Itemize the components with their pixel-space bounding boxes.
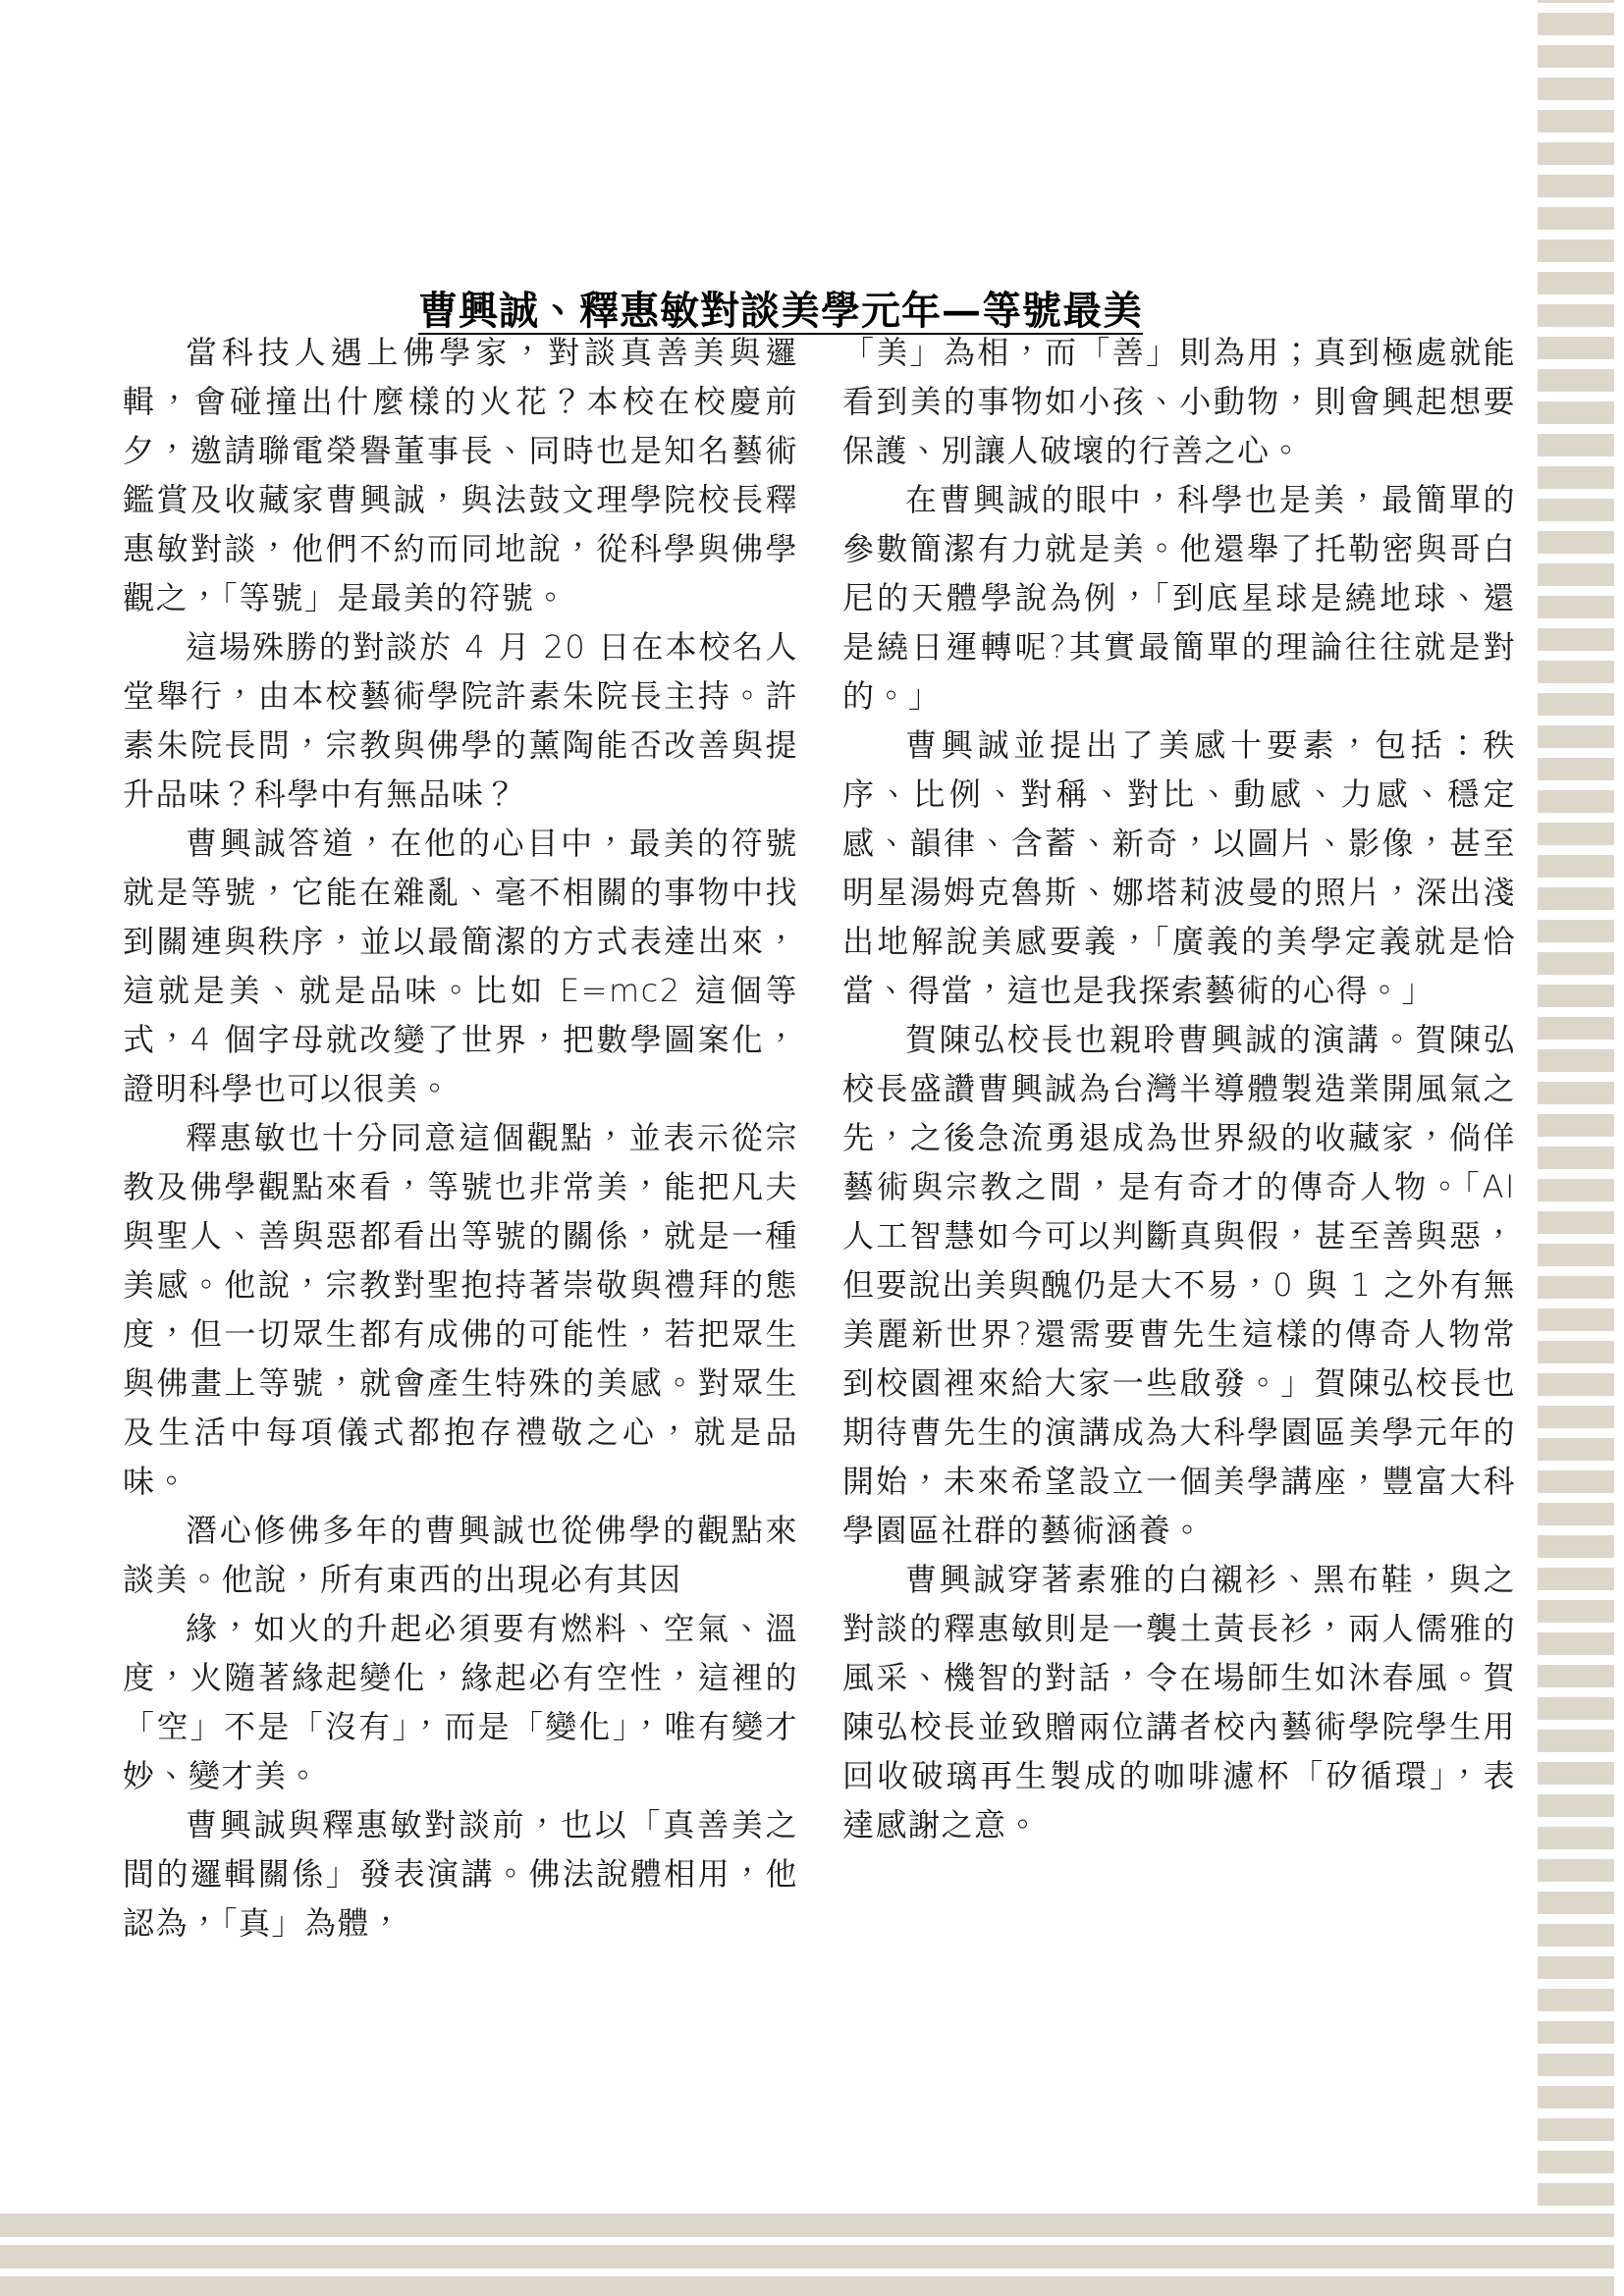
article-left-column [123,328,798,1948]
article-paragraph: 在曹興誠的眼中，科學也是美，最簡單的參數簡潔有力就是美。他還舉了托勒密與哥白尼的天體學說為例，「到底星球是繞地球、還是繞日運轉呢?其實最簡單的理論往往就是對的。」 [842,481,1516,715]
article-paragraph: 曹興誠與釋惠敏對談前，也以「真善美之間的邏輯關係」發表演講。佛法說體相用，他認為，「真」為體， [123,1806,798,1942]
article-paragraph: 曹興誠答道，在他的心目中，最美的符號就是等號，它能在雜亂、毫不相關的事物中找到關連與秩序，並以最簡潔的方式表達出來，這就是美、就是品味。比如 E=mc2 這個等式，4 個字母就改變了世界，把數學圖案化，證明科學也可以很美。 [123,825,798,1107]
article-paragraph: 曹興誠並提出了美感十要素，包括：秩序、比例、對稱、對比、動感、力感、穩定感、韻律、含蓄、新奇，以圖片、影像，甚至明星湯姆克魯斯、娜塔莉波曼的照片，深出淺出地解說美感要義，「廣義的美學定義就是恰當、得當，這也是我探索藝術的心得。」 [842,726,1516,1009]
right-stripe-border [1538,0,1614,2207]
article-paragraph: 「美」為相，而「善」則為用；真到極處就能看到美的事物如小孩、小動物，則會興起想要保護、別讓人破壞的行善之心。 [842,334,1516,469]
article-paragraph: 當科技人遇上佛學家，對談真善美與邏輯，會碰撞出什麼樣的火花？本校在校慶前夕，邀請聯電榮譽董事長、同時也是知名藝術鑑賞及收藏家曹興誠，與法鼓文理學院校長釋惠敏對談，他們不約而同地說，從科學與佛學觀之，「等號」是最美的符號。 [123,334,798,616]
article-paragraph: 釋惠敏也十分同意這個觀點，並表示從宗教及佛學觀點來看，等號也非常美，能把凡夫與聖人、善與惡都看出等號的關係，就是一種美感。他說，宗教對聖抱持著崇敬與禮拜的態度，但一切眾生都有成佛的可能性，若把眾生與佛畫上等號，就會產生特殊的美感。對眾生及生活中每項儀式都抱存禮敬之心，就是品味。 [123,1119,798,1500]
article-paragraph: 曹興誠穿著素雅的白襯衫、黑布鞋，與之對談的釋惠敏則是一襲土黃長衫，兩人儒雅的風采、機智的對話，令在場師生如沐春風。賀陳弘校長並致贈兩位講者校內藝術學院學生用回收破璃再生製成的咖啡濾杯「矽循環」，表達感謝之意。 [842,1561,1516,1843]
article-paragraph: 潛心修佛多年的曹興誠也從佛學的觀點來談美。他說，所有東西的出現必有其因 [123,1512,798,1598]
article-paragraph: 這場殊勝的對談於 4 月 20 日在本校名人堂舉行，由本校藝術學院許素朱院長主持。許素朱院長問，宗教與佛學的薰陶能否改善與提升品味？科學中有無品味？ [123,628,798,813]
article-right-column [842,328,1516,1849]
bottom-stripe-border [0,2214,1614,2296]
article-title: 曹興誠、釋惠敏對談美學元年—等號最美 [418,287,1143,334]
article-paragraph: 賀陳弘校長也親聆曹興誠的演講。賀陳弘校長盛讚曹興誠為台灣半導體製造業開風氣之先，之後急流勇退成為世界級的收藏家，倘佯藝術與宗教之間，是有奇才的傳奇人物。「AI 人工智慧如今可以判斷真與假，甚至善與惡，但要說出美與醜仍是大不易，0 與 1 之外有無美麗新世界?還需要曹先生這樣的傳奇人物常到校園裡來給大家一些啟發。」賀陳弘校長也期待曹先生的演講成為大科學園區美學元年的開始，未來希望設立一個美學講座，豐富大科學園區社群的藝術涵養。 [842,1021,1516,1549]
article-paragraph: 緣，如火的升起必須要有燃料、空氣、溫度，火隨著緣起變化，緣起必有空性，這裡的「空」不是「沒有」，而是「變化」，唯有變才妙、變才美。 [123,1610,798,1794]
